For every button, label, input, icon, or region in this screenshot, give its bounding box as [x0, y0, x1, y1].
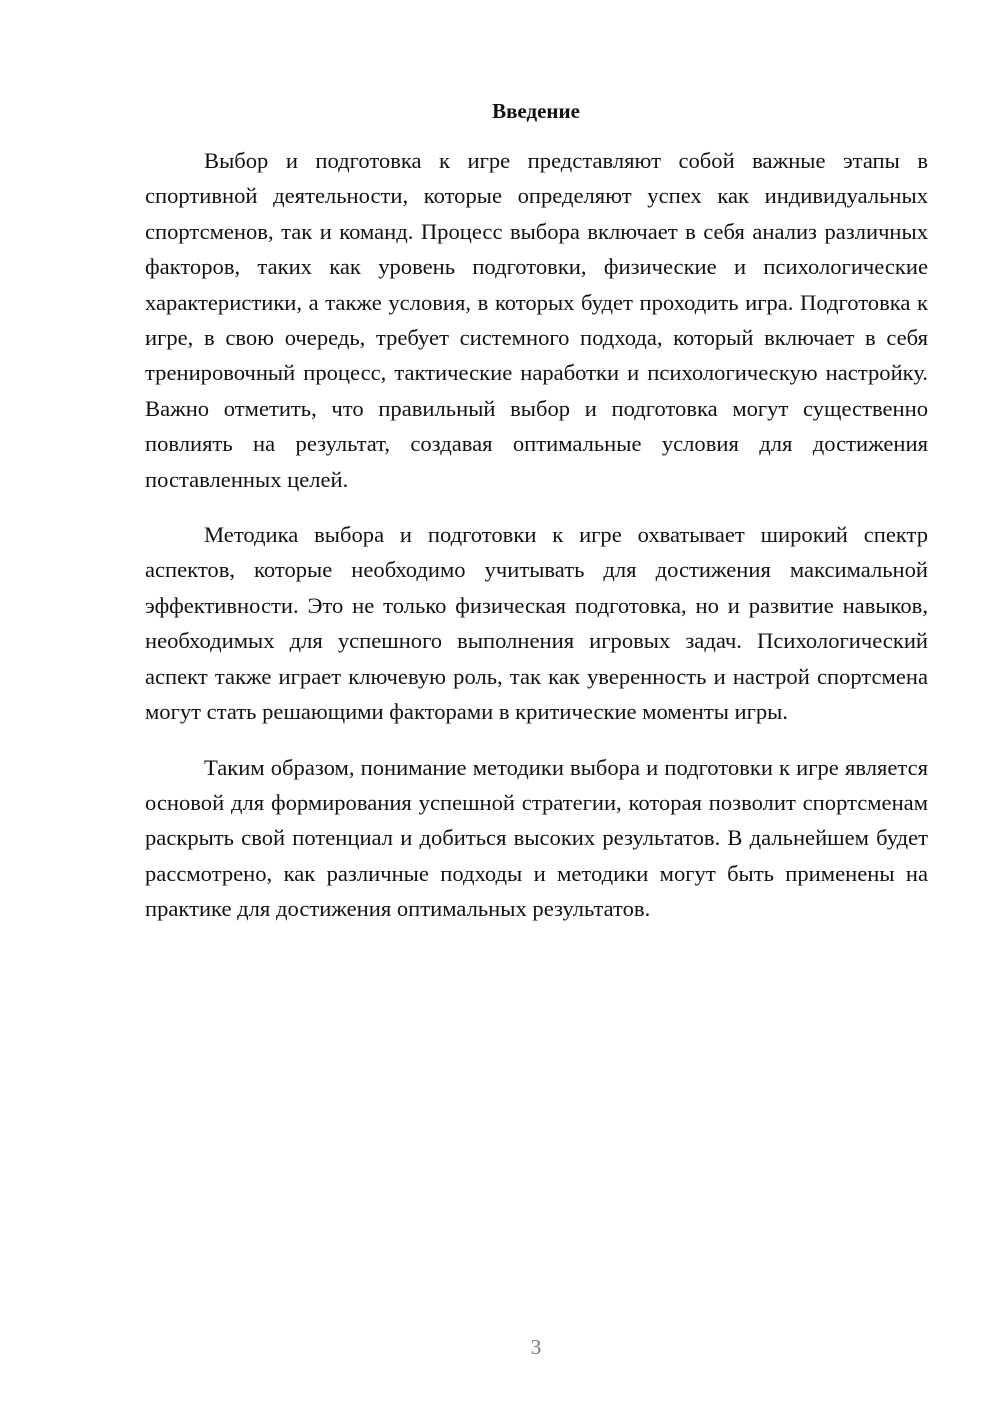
- paragraph-2: Методика выбора и подготовки к игре охватывает широкий спектр аспектов, которые необходимо учитывать для достижения максимальной эффективности. Это не только физическая подготовка, но и развитие навыков, необходимых для успешного выполнения игровых задач. Психологический аспект также играет ключевую роль, так как уверенность и настрой спортсмена могут стать решающими факторами в критические моменты игры.: [145, 522, 928, 725]
- paragraph-3: Таким образом, понимание методики выбора и подготовки к игре является основой для формирования успешной стратегии, которая позволит спортсменам раскрыть свой потенциал и добиться высоких результатов. В дальнейшем будет рассмотрено, как различные подходы и методики могут быть применены на практике для достижения оптимальных результатов.: [145, 754, 928, 922]
- page-number: 3: [530, 1335, 542, 1359]
- body-text: [145, 143, 928, 947]
- section-title: Введение: [492, 99, 580, 123]
- paragraph-1: Выбор и подготовка к игре представляют собой важные этапы в спортивной деятельности, которые определяют успех как индивидуальных спортсменов, так и команд. Процесс выбора включает в себя анализ различных факторов, таких как уровень подготовки, физические и психологические характеристики, а также условия, в которых будет проходить игра. Подготовка к игре, в свою очередь, требует системного подхода, который включает в себя тренировочный процесс, тактические наработки и психологическую настройку. Важно отметить, что правильный выбор и подготовка могут существенно повлиять на результат, создавая оптимальные условия для достижения поставленных целей.: [145, 148, 928, 492]
